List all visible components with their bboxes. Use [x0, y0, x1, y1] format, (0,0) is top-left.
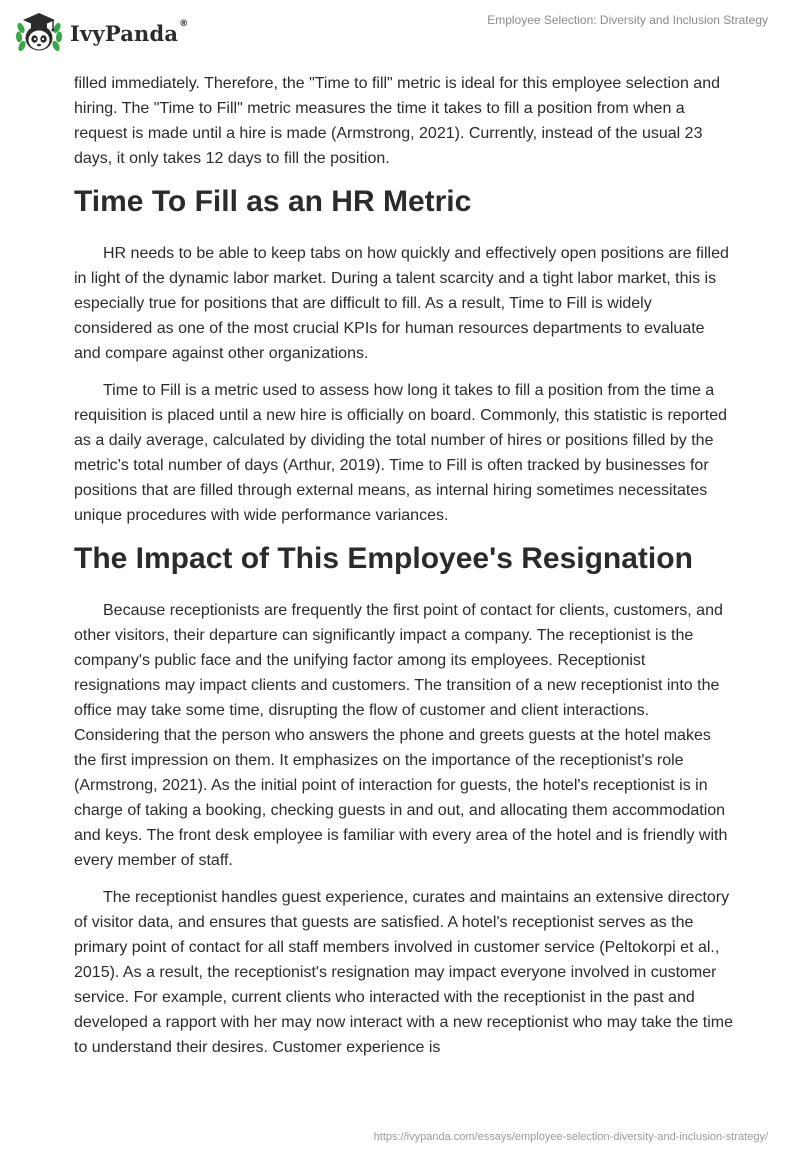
document-title: Employee Selection: Diversity and Inclusion Strategy — [487, 13, 768, 27]
essay-content — [74, 71, 734, 1072]
brand-name — [70, 18, 189, 46]
source-url[interactable]: https://ivypanda.com/essays/employee-selection-diversity-and-inclusion-strategy/ — [373, 1131, 768, 1143]
panda-graduate-icon — [14, 8, 64, 56]
section-heading-time-to-fill: Time To Fill as an HR Metric — [74, 185, 472, 218]
page-header — [0, 0, 800, 64]
brand-wordmark: IvyPanda — [70, 20, 179, 46]
site-logo[interactable] — [14, 8, 188, 56]
section-2-paragraph-1: Because receptionists are frequently the first point of contact for clients, customers, and other visitors, their departure can significantly impact a company. The receptionist is the company's public face and the unifying factor among its employees. Receptionist resignations may impact clients and customers. The transition of a new receptionist into the office may take some time, disrupting the flow of customer and client interactions. Considering that the person who answers the phone and greets guests at the hotel makes the first impression on them. It emphasizes on the importance of the receptionist's role (Armstrong, 2021). As the initial point of interaction for guests, the hotel's receptionist is in charge of taking a booking, checking guests in and out, and allocating them accommodation and keys. The front desk employee is familiar with every area of the hotel and is friendly with every member of staff. — [74, 602, 728, 869]
section-1-paragraph-2: Time to Fill is a metric used to assess how long it takes to fill a position from the time a requisition is placed until a new hire is officially on board. Commonly, this statistic is reported as a daily average, calculated by dividing the total number of hires or positions filled by the metric’s total number of days (Arthur, 2019). Time to Fill is often tracked by businesses for positions that are filled through external means, as internal hiring sometimes necessitates unique procedures with wide performance variances. — [74, 382, 728, 524]
intro-paragraph: filled immediately. Therefore, the "Time to fill" metric is ideal for this employee selection and hiring. The "Time to Fill" metric measures the time it takes to fill a position from when a request is made until a hire is made (Armstrong, 2021). Currently, instead of the usual 23 days, it only takes 12 days to fill the position. — [74, 75, 720, 167]
section-heading-resignation-impact: The Impact of This Employee's Resignation — [74, 542, 693, 575]
registered-mark: ® — [179, 18, 189, 29]
section-1-paragraph-1: HR needs to be able to keep tabs on how quickly and effectively open positions are filled in light of the dynamic labor market. During a talent scarcity and a tight labor market, this is especially true for positions that are difficult to fill. As a result, Time to Fill is widely considered as one of the most crucial KPIs for human resources departments to evaluate and compare against other organizations. — [74, 245, 729, 362]
section-2-paragraph-2: The receptionist handles guest experience, curates and maintains an extensive directory of visitor data, and ensures that guests are satisfied. A hotel's receptionist serves as the primary point of contact for all staff members involved in customer service (Peltokorpi et al., 2015). As a result, the receptionist's resignation may impact everyone involved in customer service. For example, current clients who interacted with the receptionist in the past and developed a rapport with her may now interact with a new receptionist who may take the time to understand their desires. Customer experience is — [74, 889, 733, 1056]
